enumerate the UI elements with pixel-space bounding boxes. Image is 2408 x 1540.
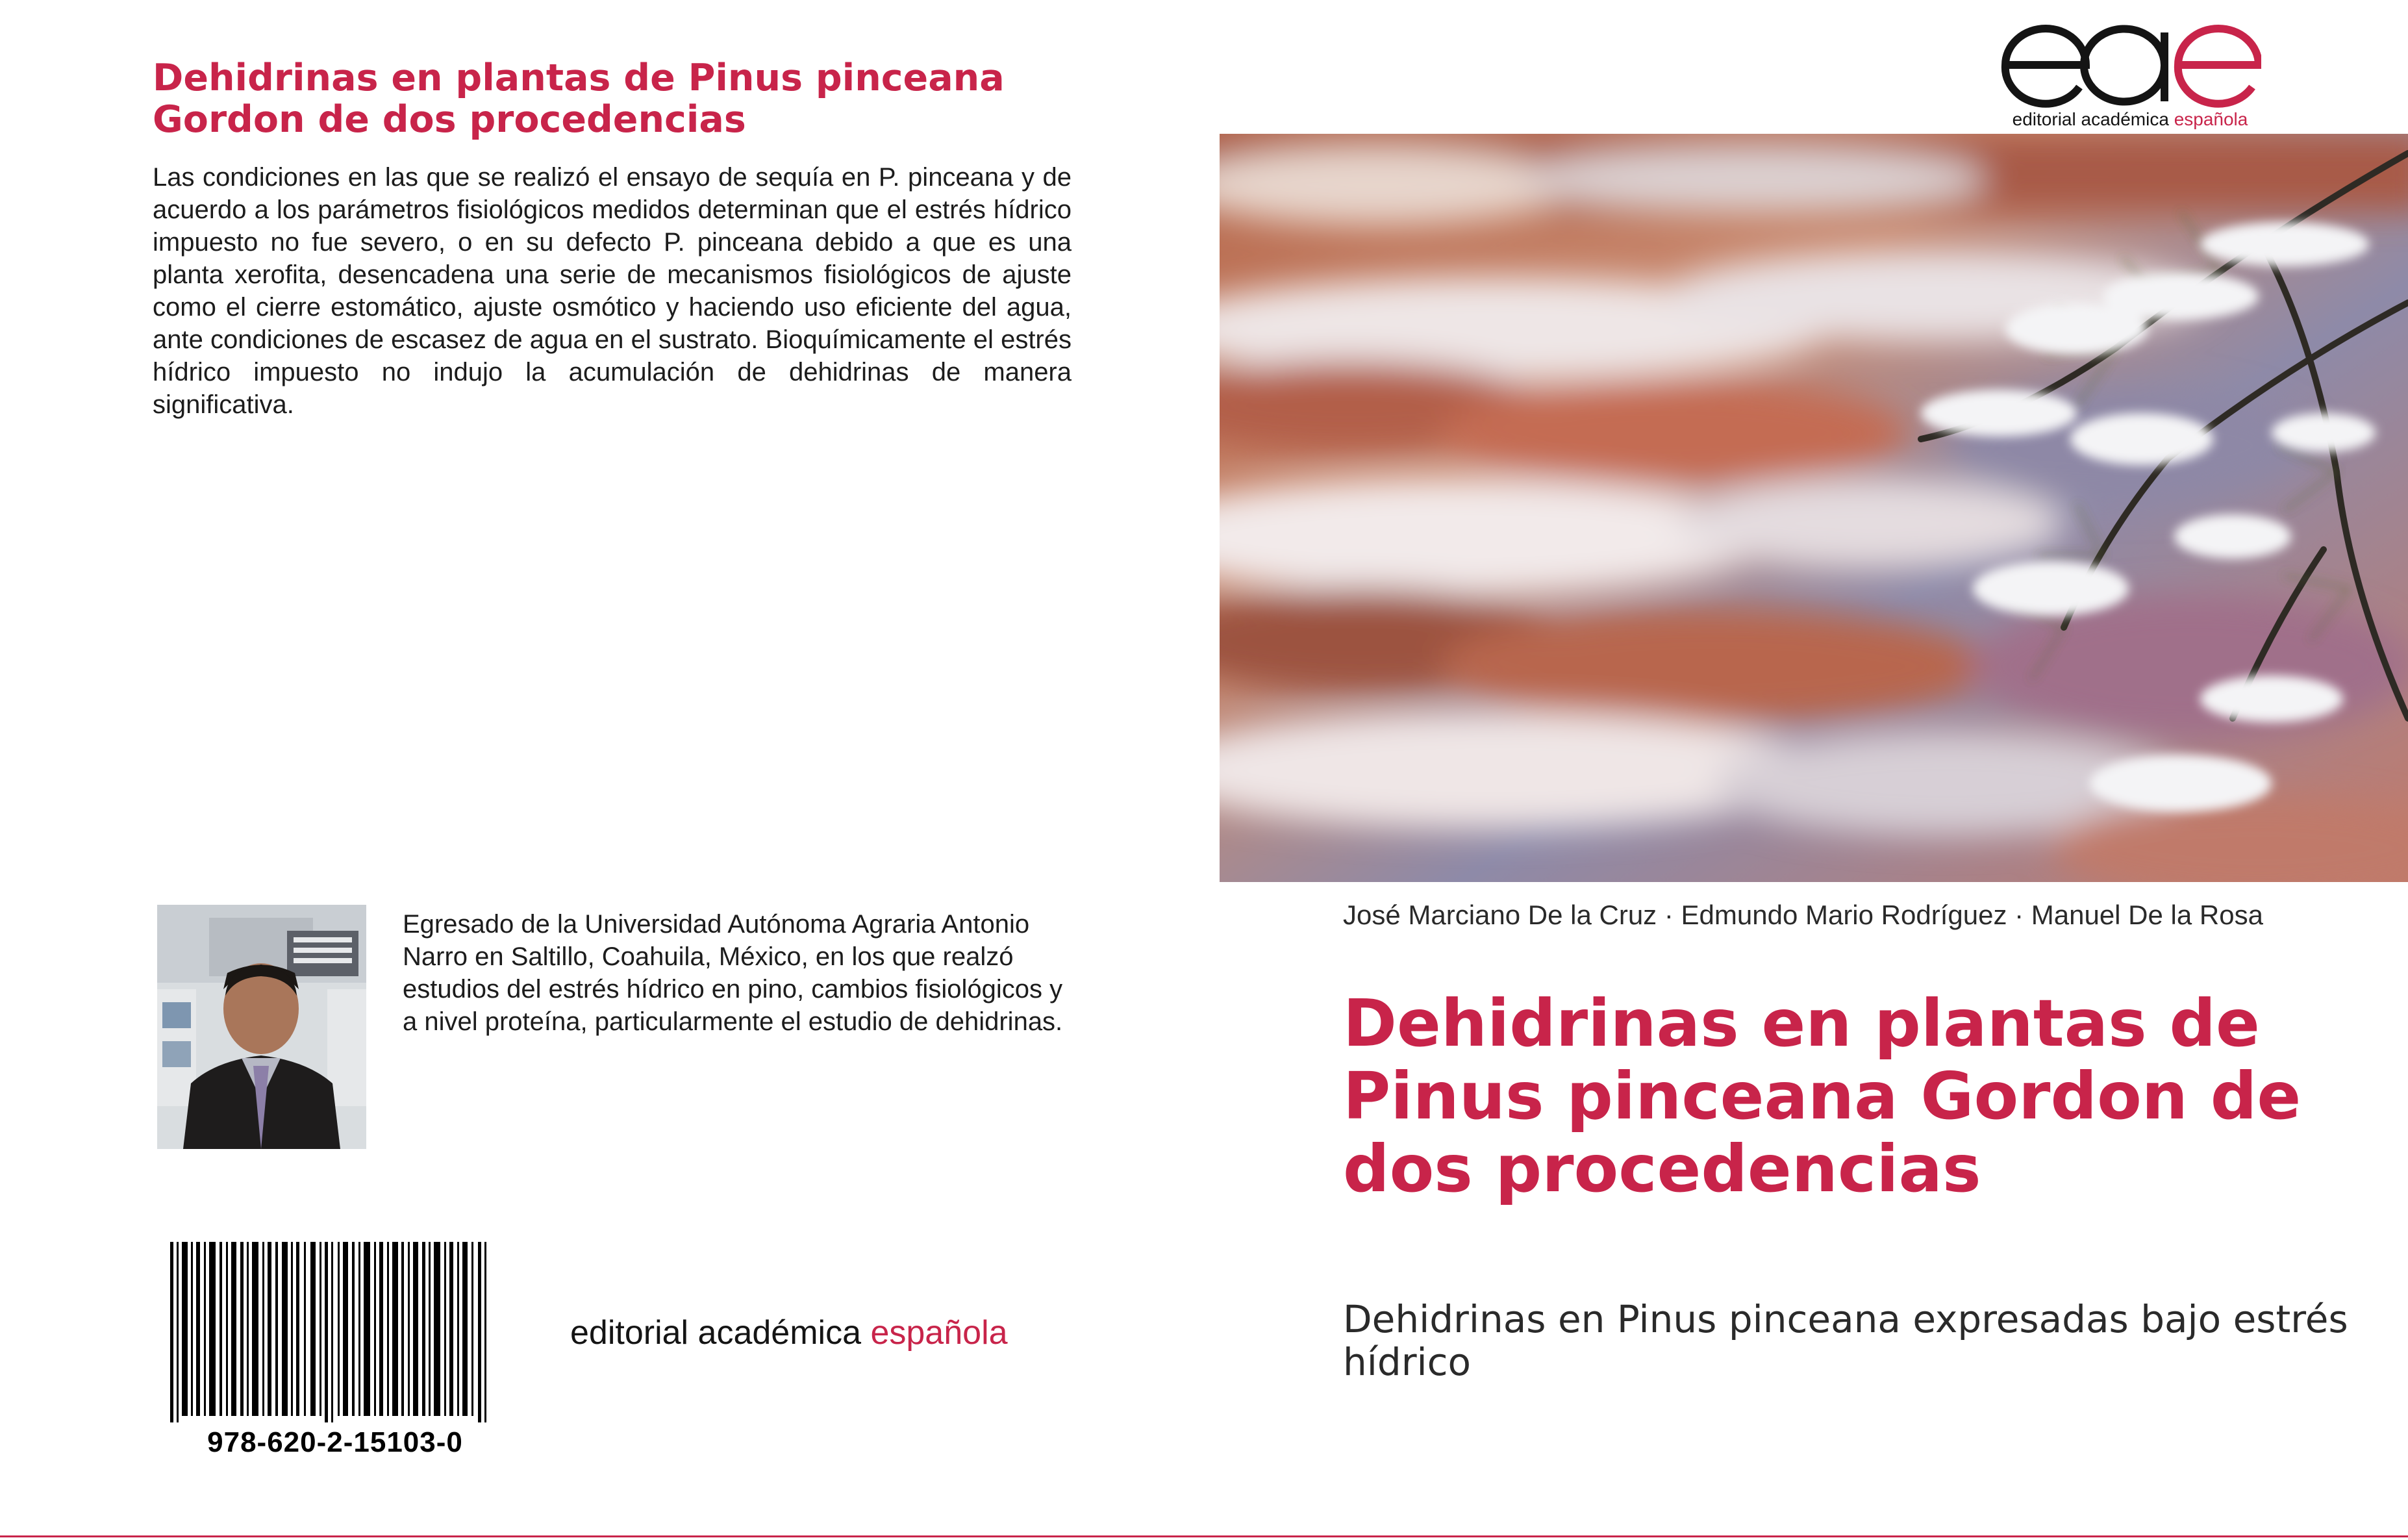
cover-landscape-image [1220,134,2408,882]
isbn-number: 978-620-2-15103-0 [207,1426,463,1458]
author-biography: Egresado de la Universidad Autónoma Agraria Antonio Narro en Saltillo, Coahuila, México, en los que realzó estudios del estrés hídrico en pino, cambios fisiológicos y a nivel proteína, particularmente el estudio de dehidrinas. [403,910,1063,1036]
publisher-logo [1994,19,2266,136]
barcode-image [166,1242,504,1422]
front-cover-title: Dehidrinas en plantas de Pinus pinceana Gordon de dos procedencias [1343,985,2301,1207]
eae-logo-icon [1999,19,2261,110]
bottom-trim-line [0,1535,2408,1537]
back-cover-blurb: Las condiciones en las que se realizó el ensayo de sequía en P. pinceana y de acuerdo a los parámetros fisiológicos medidos determinan que el estrés hídrico impuesto no fue severo, o en su defecto P. pinceana debido a que es una planta xerofita, desencadena una serie de mecanismos fisiológicos de ajuste como el cierre estomático, ajuste osmótico y haciendo uso eficiente del agua, ante condiciones de escasez de agua en el sustrato. Bioquímicamente el estrés hídrico impuesto no indujo la acumulación de dehidrinas de manera significativa. [153,163,1072,419]
logo-caption [1994,109,2266,130]
publisher-name-back [570,1313,1008,1352]
back-cover-title: Dehidrinas en plantas de Pinus pinceana Gordon de dos procedencias [153,57,1005,141]
front-cover-subtitle: Dehidrinas en Pinus pinceana expresadas bajo estrés hídrico [1343,1297,2348,1384]
publisher-name-part2: española [870,1314,1008,1352]
publisher-name-part1: editorial académica [570,1314,871,1352]
author-photo-image [157,905,366,1149]
logo-caption-part1: editorial académica [2012,109,2174,129]
front-cover-authors: José Marciano De la Cruz · Edmundo Mario Rodríguez · Manuel De la Rosa [1343,900,2263,930]
logo-caption-part2: española [2174,109,2248,129]
